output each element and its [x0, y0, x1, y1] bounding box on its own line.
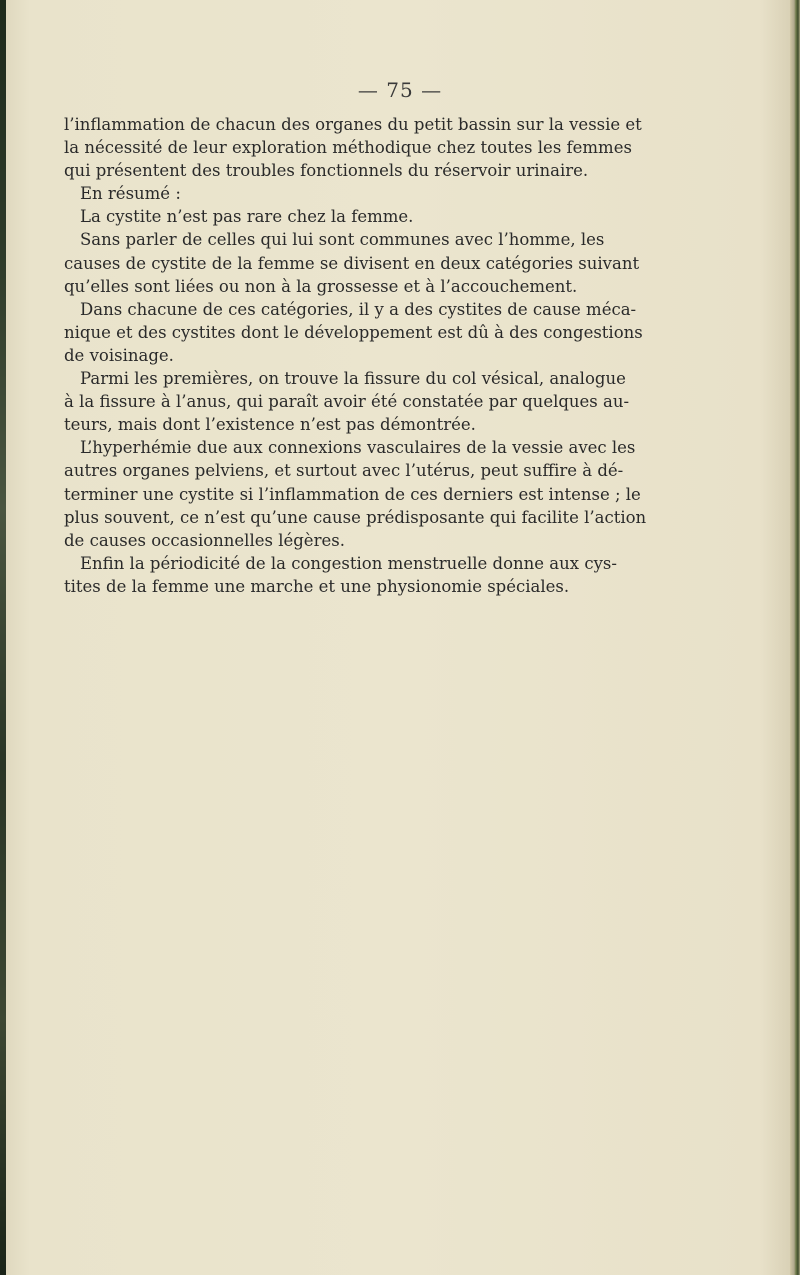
text-line: La cystite n’est pas rare chez la femme. — [80, 207, 414, 227]
text-line: autres organes pelviens, et surtout avec l’utérus, peut suffire à dé- — [64, 461, 624, 481]
text-line: Sans parler de celles qui lui sont communes avec l’homme, les — [80, 230, 605, 250]
page-right-edge — [790, 0, 800, 1275]
page-number: — 75 — — [357, 78, 443, 102]
text-line: Dans chacune de ces catégories, il y a des cystites de cause méca- — [80, 299, 637, 319]
text-line: L’hyperhémie due aux connexions vasculaires de la vessie avec les — [80, 438, 636, 458]
text-line: terminer une cystite si l’inflammation de ces derniers est intense ; le — [64, 484, 641, 504]
text-line: En résumé : — [80, 184, 181, 204]
text-line: l’inflammation de chacun des organes du petit bassin sur la vessie et — [64, 115, 642, 134]
text-line: nique et des cystites dont le développement est dû à des congestions — [64, 322, 643, 342]
text-line: Parmi les premières, on trouve la fissure du col vésical, analogue — [80, 369, 626, 389]
text-line: qui présentent des troubles fonctionnels du réservoir urinaire. — [64, 161, 589, 181]
text-line: à la fissure à l’anus, qui paraît avoir été constatée par quelques au- — [64, 392, 630, 412]
body-text — [64, 113, 654, 598]
text-line: teurs, mais dont l’existence n’est pas démontrée. — [64, 415, 476, 435]
text-line: tites de la femme une marche et une physionomie spéciales. — [64, 576, 570, 596]
text-line: plus souvent, ce n’est qu’une cause prédisposante qui facilite l’action — [64, 507, 647, 527]
text-line: de voisinage. — [64, 345, 174, 365]
text-line: Enfin la périodicité de la congestion menstruelle donne aux cys- — [80, 553, 617, 573]
text-line: qu’elles sont liées ou non à la grossesse et à l’accouchement. — [64, 276, 578, 296]
page-left-edge — [0, 0, 6, 1275]
text-line: de causes occasionnelles légères. — [64, 530, 345, 550]
text-line: la nécessité de leur exploration méthodique chez toutes les femmes — [64, 138, 632, 158]
text-line: causes de cystite de la femme se divisent en deux catégories suivant — [64, 253, 640, 273]
